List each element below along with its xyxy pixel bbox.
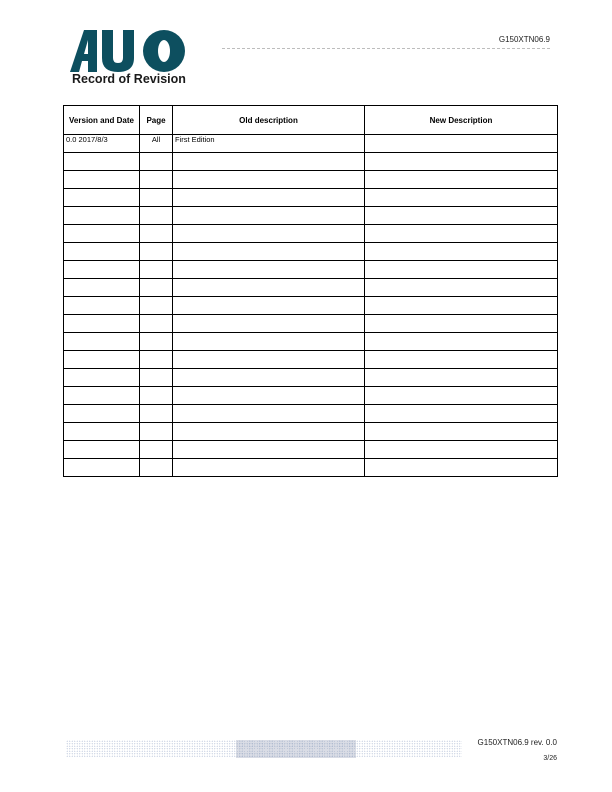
cell-page [140, 387, 173, 405]
cell-new-description [365, 423, 558, 441]
header-divider [222, 48, 550, 49]
table-row [64, 333, 558, 351]
cell-page [140, 153, 173, 171]
cell-page [140, 405, 173, 423]
cell-page [140, 171, 173, 189]
cell-old-description [173, 171, 365, 189]
cell-new-description [365, 135, 558, 153]
cell-old-description [173, 459, 365, 477]
logo-letter-u [102, 30, 134, 72]
table-row [64, 243, 558, 261]
cell-page [140, 297, 173, 315]
cell-page [140, 315, 173, 333]
table-row [64, 315, 558, 333]
cell-new-description [365, 405, 558, 423]
cell-new-description [365, 441, 558, 459]
header-old-description: Old description [173, 106, 365, 135]
table-row [64, 459, 558, 477]
cell-version-date [64, 261, 140, 279]
table-row [64, 279, 558, 297]
cell-new-description [365, 369, 558, 387]
cell-version-date [64, 243, 140, 261]
cell-page [140, 459, 173, 477]
cell-old-description: First Edition [173, 135, 365, 153]
cell-new-description [365, 297, 558, 315]
cell-old-description [173, 441, 365, 459]
cell-old-description [173, 405, 365, 423]
cell-new-description [365, 153, 558, 171]
cell-version-date [64, 153, 140, 171]
cell-version-date [64, 423, 140, 441]
cell-new-description [365, 189, 558, 207]
cell-page [140, 279, 173, 297]
header-page: Page [140, 106, 173, 135]
cell-old-description [173, 387, 365, 405]
table-row [64, 225, 558, 243]
table-row [64, 387, 558, 405]
cell-page [140, 225, 173, 243]
cell-new-description [365, 459, 558, 477]
cell-page [140, 261, 173, 279]
cell-new-description [365, 387, 558, 405]
cell-old-description [173, 351, 365, 369]
cell-new-description [365, 243, 558, 261]
cell-old-description [173, 297, 365, 315]
cell-old-description [173, 315, 365, 333]
cell-new-description [365, 333, 558, 351]
cell-page [140, 189, 173, 207]
table-row [64, 441, 558, 459]
cell-version-date [64, 189, 140, 207]
cell-old-description [173, 423, 365, 441]
cell-version-date [64, 297, 140, 315]
cell-page [140, 243, 173, 261]
cell-old-description [173, 369, 365, 387]
cell-old-description [173, 189, 365, 207]
revision-table-body [64, 135, 558, 477]
table-header-row [64, 106, 558, 135]
cell-page [140, 441, 173, 459]
cell-page: All [140, 135, 173, 153]
cell-page [140, 207, 173, 225]
cell-version-date [64, 405, 140, 423]
table-row [64, 423, 558, 441]
header-version-date: Version and Date [64, 106, 140, 135]
table-row [64, 153, 558, 171]
cell-new-description [365, 171, 558, 189]
footer-page-number: 3/26 [543, 755, 557, 762]
cell-version-date [64, 387, 140, 405]
table-row [64, 171, 558, 189]
document-code: G150XTN06.9 [498, 35, 550, 44]
table-row [64, 297, 558, 315]
cell-version-date [64, 315, 140, 333]
cell-version-date [64, 441, 140, 459]
cell-version-date [64, 351, 140, 369]
cell-new-description [365, 315, 558, 333]
table-row [64, 351, 558, 369]
cell-version-date [64, 459, 140, 477]
table-row [64, 369, 558, 387]
cell-version-date [64, 369, 140, 387]
cell-version-date [64, 171, 140, 189]
table-row [64, 135, 558, 153]
cell-new-description [365, 225, 558, 243]
cell-new-description [365, 351, 558, 369]
table-row [64, 261, 558, 279]
cell-new-description [365, 207, 558, 225]
header-new-description: New Description [365, 106, 558, 135]
cell-version-date [64, 333, 140, 351]
cell-new-description [365, 279, 558, 297]
footer-dot-band [66, 740, 462, 758]
revision-table [63, 105, 558, 477]
cell-old-description [173, 243, 365, 261]
logo-letter-a [70, 30, 97, 72]
cell-version-date [64, 279, 140, 297]
auo-logo [70, 30, 186, 72]
cell-page [140, 369, 173, 387]
cell-old-description [173, 153, 365, 171]
page-title: Record of Revision [72, 72, 186, 86]
footer-dot-band-dense [236, 740, 356, 758]
cell-old-description [173, 279, 365, 297]
table-row [64, 189, 558, 207]
cell-old-description [173, 225, 365, 243]
cell-version-date [64, 207, 140, 225]
cell-version-date [64, 225, 140, 243]
cell-page [140, 333, 173, 351]
table-row [64, 405, 558, 423]
cell-old-description [173, 207, 365, 225]
cell-old-description [173, 261, 365, 279]
cell-old-description [173, 333, 365, 351]
footer-document-revision: G150XTN06.9 rev. 0.0 [477, 738, 557, 747]
cell-page [140, 351, 173, 369]
cell-page [140, 423, 173, 441]
cell-version-date: 0.0 2017/8/3 [64, 135, 140, 153]
table-row [64, 207, 558, 225]
cell-new-description [365, 261, 558, 279]
